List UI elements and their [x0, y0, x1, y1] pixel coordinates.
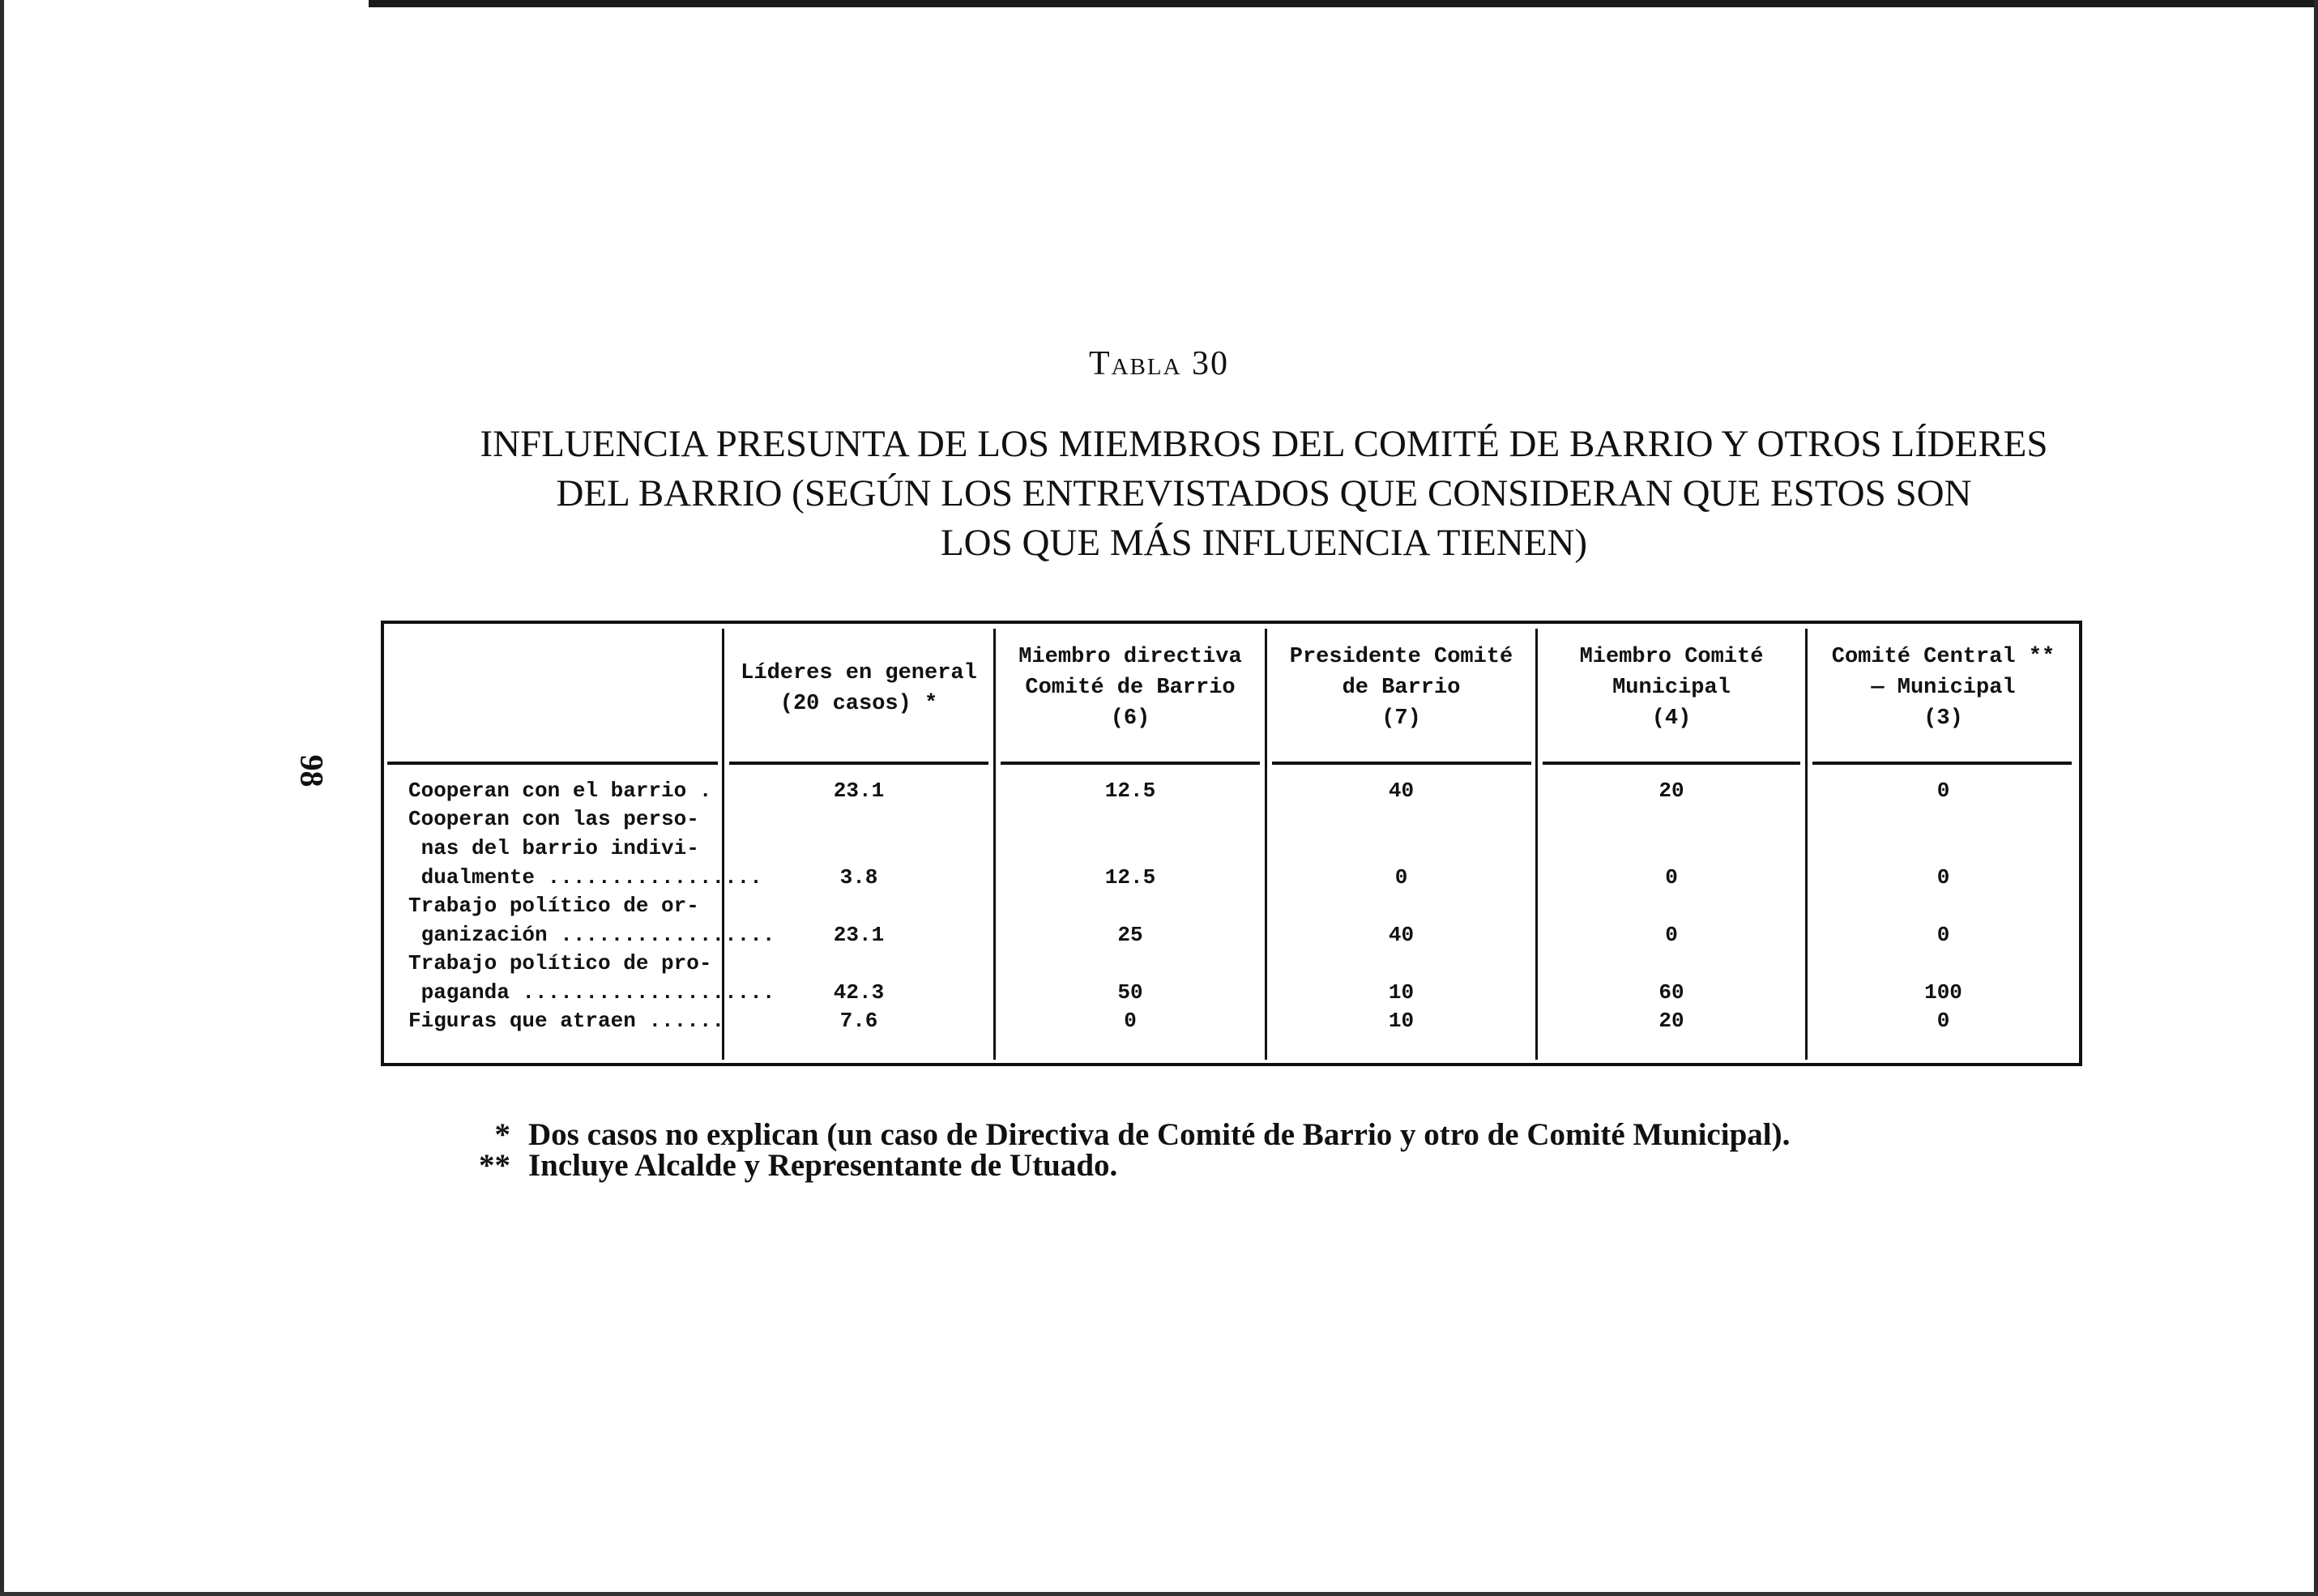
footnote [446, 1147, 1117, 1184]
column-header-miembro-directiva [996, 642, 1265, 734]
table-cell: 25 [1117, 923, 1143, 947]
table-label-word: Tabla [1088, 345, 1182, 382]
table-cell: 0 [1936, 923, 1950, 947]
table-cell: 10 [1388, 1009, 1415, 1033]
column-header-line: Comité Central ** [1831, 645, 2055, 669]
table-cell: 3.8 [839, 865, 878, 890]
table-cell: 7.6 [839, 1009, 878, 1033]
page-number: 98 [293, 754, 331, 787]
column-header-line: Comité de Barrio [1025, 676, 1236, 700]
table-cell: 23.1 [833, 779, 885, 803]
table-cell: 50 [1117, 980, 1143, 1005]
column-header-comite-central [1808, 642, 2079, 734]
table-cell: 23.1 [833, 923, 885, 947]
table-cell: 0 [1665, 923, 1678, 947]
column-header-line: (20 casos) * [779, 692, 938, 716]
header-rule [1543, 762, 1800, 765]
column-header-lideres [724, 658, 993, 719]
column-header-line: — Municipal [1871, 676, 2016, 700]
table-cell: 0 [1936, 1009, 1950, 1033]
table-title-line: LOS QUE MÁS INFLUENCIA TIENEN) [940, 522, 1588, 564]
row-label: Figuras que atraen ...... [408, 1009, 725, 1033]
column-header-presidente [1267, 642, 1535, 734]
header-rule [1272, 762, 1531, 765]
table-cell: 0 [1936, 779, 1950, 803]
table-cell: 20 [1658, 779, 1684, 803]
footnote-text: Dos casos no explican (un caso de Directiva de Comité de Barrio y otro de Comité Municipal). [528, 1117, 1791, 1152]
row-label: Trabajo político de or- ganización ................. [408, 894, 775, 947]
table-cell: 60 [1658, 980, 1684, 1005]
header-rule [729, 762, 988, 765]
page-right-edge [2314, 0, 2318, 1596]
header-rule [1001, 762, 1260, 765]
column-header-line: de Barrio [1342, 676, 1461, 700]
table-cell: 12.5 [1104, 865, 1156, 890]
row-label: Cooperan con el barrio . [408, 779, 712, 803]
table-cell: 0 [1936, 865, 1950, 890]
table-cell: 20 [1658, 1009, 1684, 1033]
column-header-line: Miembro directiva [1018, 645, 1242, 669]
table-title-line: INFLUENCIA PRESUNTA DE LOS MIEMBROS DEL COMITÉ DE BARRIO Y OTROS LÍDERES [480, 423, 2048, 465]
column-header-line: Miembro Comité [1579, 645, 1764, 669]
table-title [356, 420, 2171, 568]
column-header-line: (6) [1110, 706, 1150, 731]
column-header-line: Municipal [1612, 676, 1731, 700]
table-cell: 12.5 [1104, 779, 1156, 803]
table-cell: 40 [1388, 923, 1415, 947]
column-header-miembro-municipal [1538, 642, 1805, 734]
table-label [0, 344, 2318, 383]
table-cell: 0 [1394, 865, 1408, 890]
table-cell: 100 [1924, 980, 1962, 1005]
page-bottom-edge [0, 1592, 2318, 1596]
header-rule [387, 762, 718, 765]
table-cell: 40 [1388, 779, 1415, 803]
header-rule [1812, 762, 2072, 765]
footnote-mark: ** [479, 1148, 510, 1183]
table-cell: 0 [1124, 1009, 1137, 1033]
table-title-line: DEL BARRIO (SEGÚN LOS ENTREVISTADOS QUE CONSIDERAN QUE ESTOS SON [556, 472, 1972, 514]
table-cell: 42.3 [833, 980, 885, 1005]
column-header-line: (4) [1651, 706, 1692, 731]
page-left-edge [0, 0, 4, 1596]
table-cell: 10 [1388, 980, 1415, 1005]
table-number: 30 [1192, 345, 1230, 382]
page-top-edge [369, 0, 2318, 7]
row-label: Cooperan con las perso- nas del barrio indivi- dualmente ................. [408, 807, 762, 890]
footnote-mark: * [494, 1117, 510, 1152]
column-header-line: Presidente Comité [1289, 645, 1513, 669]
column-header-line: (7) [1381, 706, 1421, 731]
table-cell: 0 [1665, 865, 1678, 890]
footnote-text: Incluye Alcalde y Representante de Utuado. [528, 1148, 1118, 1183]
column-header-line: Líderes en general [741, 661, 977, 685]
row-label: Trabajo político de pro- paganda .................... [408, 951, 775, 1005]
column-header-line: (3) [1923, 706, 1963, 731]
